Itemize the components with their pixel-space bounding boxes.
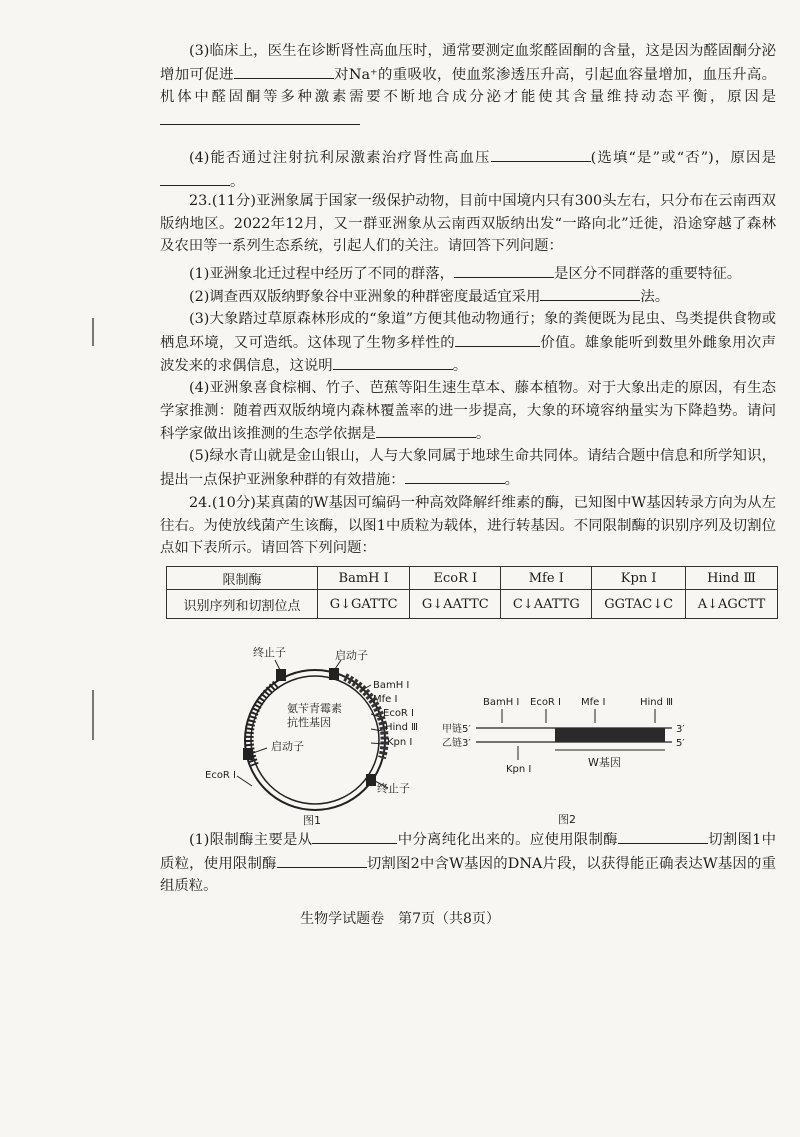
table-header-row xyxy=(167,567,778,590)
scan-mark xyxy=(92,318,94,346)
q22-part4-end: 。 xyxy=(230,173,245,190)
answer-blank[interactable] xyxy=(277,852,367,868)
answer-blank[interactable] xyxy=(234,63,334,79)
fig2-hind-label: Hind Ⅲ xyxy=(640,697,674,708)
answer-blank[interactable] xyxy=(333,354,453,370)
table-header-cell: EcoR Ⅰ xyxy=(410,567,501,590)
q23-part3-end: 。 xyxy=(452,358,468,374)
answer-blank[interactable] xyxy=(455,331,540,347)
terminator-top-box xyxy=(276,669,286,681)
answer-blank[interactable] xyxy=(376,422,476,438)
resistance-gene-label-2: 抗性基因 xyxy=(287,716,331,729)
q22-part3 xyxy=(160,40,776,132)
hind-label: Hind Ⅲ xyxy=(385,722,419,733)
table-header-cell: BamH Ⅰ xyxy=(318,567,410,590)
q23-part1-text-b: 是区分不同群落的重要特征。 xyxy=(554,266,742,282)
q23-part3 xyxy=(160,308,776,378)
q24-part1-text-b: 中分离纯化出来的。应使用限制酶 xyxy=(397,832,618,848)
q23-part5-end: 。 xyxy=(504,471,520,488)
table-header-cell: Mfe Ⅰ xyxy=(501,567,592,590)
enzyme-table xyxy=(166,566,778,619)
promoter-left-box xyxy=(243,748,253,760)
answer-blank[interactable] xyxy=(540,285,640,301)
q24-part1-text-d: 切割图2中含W基因的DNA片段，以获得能正确表达W基因的重组质粒。 xyxy=(160,855,776,894)
q22-part4-text-b: (选填“是”或“否”)，原因是 xyxy=(590,150,776,166)
answer-blank[interactable] xyxy=(491,146,591,162)
answer-blank[interactable] xyxy=(405,468,505,484)
q22-part3-text-b: 对Na⁺的重吸收，使血浆渗透压升高，引起血容量增加，血压升高。机体中醛固酮等多种激素需要不断地合成分泌才能使其含量维持动态平衡，原因是 xyxy=(160,66,776,105)
q24-part1-text: (1)限制酶主要是从 xyxy=(189,832,313,848)
terminator-top-label: 终止子 xyxy=(253,646,286,659)
answer-blank[interactable] xyxy=(160,109,360,125)
fig2-mfe-label: Mfe Ⅰ xyxy=(581,697,606,708)
promoter-top-box xyxy=(329,668,339,680)
answer-blank[interactable] xyxy=(454,262,554,278)
q23-part3-text: (3)大象踏过草原森林形成的“象道”方便其他动物通行；象的粪便既为昆虫、鸟类提供食物或栖息环境，又可造纸。这体现了生物多样性的 xyxy=(160,311,776,351)
q23-part5 xyxy=(160,445,776,491)
q22-part4-text: (4)能否通过注射抗利尿激素治疗肾性高血压 xyxy=(189,150,491,166)
kpn-label: Kpn Ⅰ xyxy=(387,737,413,748)
ecor-left-label: EcoR Ⅰ xyxy=(205,770,237,781)
q23-part2 xyxy=(160,285,776,309)
terminator-bottom-label: 终止子 xyxy=(377,782,410,795)
q23-part3-text-b: 价值。雄象能听到数里外雌象用次声波发来的求偶信息，这说明 xyxy=(160,334,776,374)
ecor-left-pointer xyxy=(237,776,252,786)
table-header-cell: Kpn Ⅰ xyxy=(592,567,686,590)
page-footer: 生物学试题卷 第7页（共8页） xyxy=(300,911,500,927)
table-header-cell: Hind Ⅲ xyxy=(686,567,778,590)
answer-blank[interactable] xyxy=(618,828,708,844)
q22-part3-text: (3)临床上，医生在诊断肾性高血压时，通常要测定血浆醛固酮的含量，这是因为醛固酮分泌增加可促进 xyxy=(160,43,776,83)
q23-part4 xyxy=(160,377,776,446)
mfe-label: Mfe Ⅰ xyxy=(373,694,398,705)
table-cell: GGTAC↓C xyxy=(592,590,686,619)
figure-1-caption: 图1 xyxy=(303,814,321,827)
q23-part2-text-b: 法。 xyxy=(640,289,670,305)
w-gene-label: W基因 xyxy=(588,756,621,769)
promoter-left-pointer xyxy=(253,748,267,753)
q24-part1 xyxy=(160,828,776,898)
q23-part4-end: 。 xyxy=(475,426,491,442)
q22-part4 xyxy=(160,146,776,193)
figure-2-dna-fragment xyxy=(440,690,700,830)
q23-part1 xyxy=(160,262,776,286)
q23-part1-text: (1)亚洲象北迁过程中经历了不同的群落， xyxy=(189,266,455,282)
fig2-bamh-label: BamH Ⅰ xyxy=(483,697,520,708)
table-cell: C↓AATTG xyxy=(501,590,592,619)
promoter-top-label: 启动子 xyxy=(335,649,368,662)
figure-1-plasmid xyxy=(195,640,425,830)
fig2-ecor-label: EcoR Ⅰ xyxy=(530,697,562,708)
answer-blank[interactable] xyxy=(312,828,397,844)
table-row xyxy=(167,590,778,619)
q23-part4-text: (4)亚洲象喜食棕榈、竹子、芭蕉等阳生速生草本、藤本植物。对于大象出走的原因，有生态学家推测：随着西双版纳境内森林覆盖率的进一步提高，大象的环境容纳量实为下降趋势。请问科学家做出该推测的生态学依据是 xyxy=(160,380,776,442)
table-header-cell: 限制酶 xyxy=(167,567,318,590)
w-gene-block xyxy=(555,728,665,742)
q23-part2-text: (2)调查西双版纳野象谷中亚洲象的种群密度最适宜采用 xyxy=(189,289,541,305)
figure-2-caption: 图2 xyxy=(558,813,576,826)
table-cell: A↓AGCTT xyxy=(686,590,778,619)
strand-a-end: 3′ xyxy=(676,724,685,735)
ecor-right-label: EcoR Ⅰ xyxy=(383,708,415,719)
terminator-top-pointer xyxy=(275,660,280,670)
plasmid-ring-outer xyxy=(245,670,385,810)
q24-part1-text-c: 切割图1中质粒，使用限制酶 xyxy=(160,832,776,872)
strand-a-label: 甲链5′ xyxy=(442,724,471,735)
bamh-label: BamH Ⅰ xyxy=(373,680,410,691)
table-cell: G↓AATTC xyxy=(410,590,501,619)
q24-intro: 24.(10分)某真菌的W基因可编码一种高效降解纤维素的酶，已知图中W基因转录方向为从左往右。为使放线菌产生该酶，以图1中质粒为载体，进行转基因。不同限制酶的识别序列及切割位点如下表所示。请回答下列问题： xyxy=(160,495,776,556)
resistance-gene-label-1: 氨苄青霉素 xyxy=(287,702,342,715)
scan-mark xyxy=(92,690,94,740)
q23-part5-text: (5)绿水青山就是金山银山，人与大象同属于地球生命共同体。请结合题中信息和所学知识，提出一点保护亚洲象种群的有效措施： xyxy=(160,448,776,488)
fig2-kpn-label: Kpn Ⅰ xyxy=(506,764,532,775)
strand-b-label: 乙链3′ xyxy=(442,738,471,749)
terminator-bottom-box xyxy=(366,774,376,786)
answer-blank[interactable] xyxy=(160,170,230,186)
strand-b-end: 5′ xyxy=(676,738,685,749)
table-cell: 识别序列和切割位点 xyxy=(167,590,318,619)
table-cell: G↓GATTC xyxy=(318,590,410,619)
promoter-left-label: 启动子 xyxy=(271,740,304,753)
q23-intro: 23.(11分)亚洲象属于国家一级保护动物，目前中国境内只有300头左右，只分布在云南西双版纳地区。2022年12月，又一群亚洲象从云南西双版纳出发“一路向北”迁徙，沿途穿越了森林及农田等一系列生态系统，引起人们的关注。请回答下列问题： xyxy=(160,193,776,254)
